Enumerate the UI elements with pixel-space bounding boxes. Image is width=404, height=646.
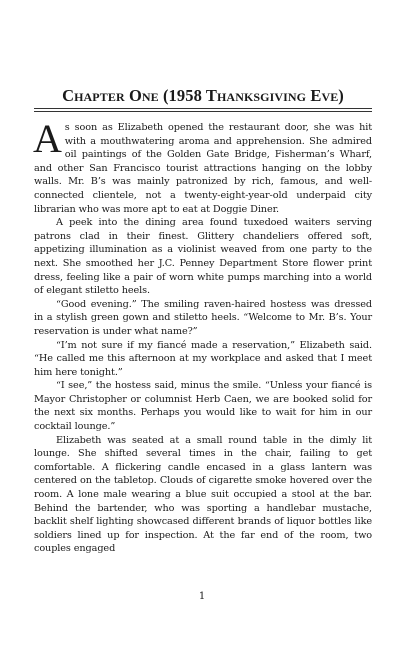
chapter-body bbox=[33, 116, 372, 556]
drop-cap: A bbox=[33, 116, 62, 161]
paragraph-2: A peek into the dining area found tuxedoed waiters serving patrons clad in their finest. Glittery chandeliers offered soft, appetizing illumination as a violinist weaved from one party to the next. She smoothed her J.C. Penney Department Store flower print dress, feeling like a pair of worn white pumps marching into a world of elegant stiletto heels. bbox=[34, 217, 372, 297]
paragraph-3: “Good evening.” The smiling raven-haired hostess was dressed in a stylish green gown and stiletto heels. “Welcome to Mr. B’s. Your reservation is under what name?” bbox=[34, 298, 372, 337]
paragraph-6: Elizabeth was seated at a small round table in the dimly lit lounge. She shifted several times in the chair, failing to get comfortable. A flickering candle encased in a glass lantern was centered on the tabletop. Clouds of cigarette smoke hovered over the room. A lone male wearing a blue suit occupied a stool at the bar. Behind the bartender, who was sporting a handlebar mustache, backlit shelf lighting showcased different brands of liquor bottles like soldiers lined up for inspection. At the far end of the room, two couples engaged bbox=[34, 434, 372, 555]
title-rule-top bbox=[34, 108, 372, 109]
paragraph-5: “I see,” the hostess said, minus the smile. “Unless your fiancé is Mayor Christopher or columnist Herb Caen, we are booked solid for the next six months. Perhaps you would like to wait for him in our cocktail lounge.” bbox=[34, 380, 372, 433]
page-number: 1 bbox=[198, 591, 206, 602]
title-rule-bottom bbox=[34, 111, 372, 112]
paragraph-1-text: s soon as Elizabeth opened the restaurant door, she was hit with a mouthwatering aroma and apprehension. She admired oil paintings of the Golden Gate Bridge, Fisherman’s Wharf, and other San Francisco tourist attractions hanging on the lobby walls. Mr. B’s was mainly patronized by rich, famous, and well-connected clientele, not a twenty-eight-year-old underpaid city librarian who was more apt to eat at Doggie Diner. bbox=[34, 122, 372, 215]
paragraph-1 bbox=[33, 116, 372, 216]
chapter-title: Chapter One (1958 Thanksgiving Eve) bbox=[62, 86, 344, 105]
paragraph-4: “I’m not sure if my fiancé made a reservation,” Elizabeth said. “He called me this afternoon at my workplace and asked that I meet him here tonight.” bbox=[34, 339, 372, 378]
